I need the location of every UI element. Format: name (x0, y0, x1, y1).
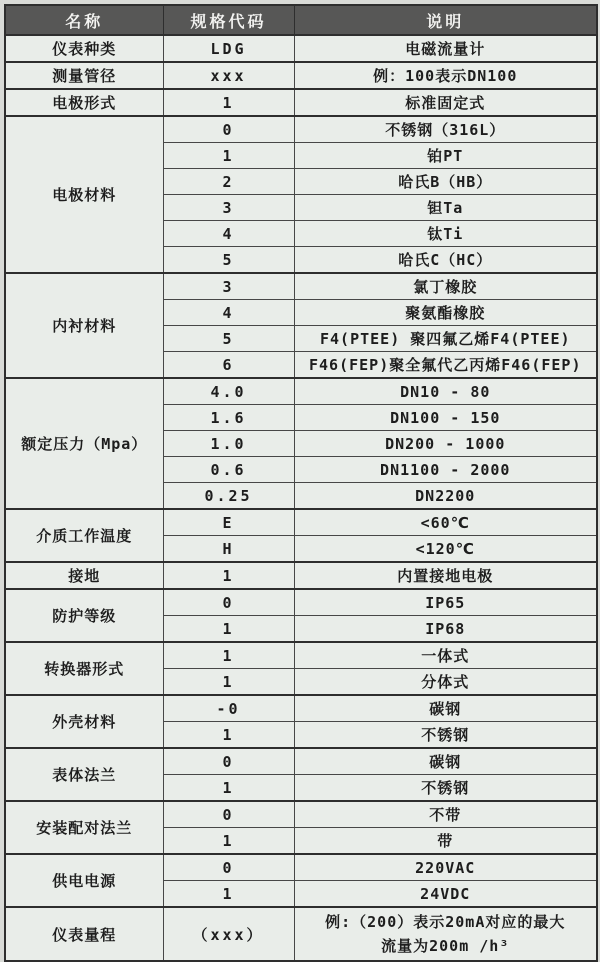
spec-name-cell: 表体法兰 (5, 748, 163, 801)
desc-cell: F46(FEP)聚全氟代乙丙烯F46(FEP) (294, 352, 597, 379)
spec-name-cell: 测量管径 (5, 62, 163, 89)
desc-cell: DN1100 - 2000 (294, 457, 597, 483)
spec-name-cell: 转换器形式 (5, 642, 163, 695)
desc-cell: DN200 - 1000 (294, 431, 597, 457)
table-row (5, 801, 597, 828)
code-cell: 0 (163, 589, 294, 616)
table-row (5, 273, 597, 300)
code-cell: 3 (163, 273, 294, 300)
table-row (5, 589, 597, 616)
desc-cell: DN100 - 150 (294, 405, 597, 431)
desc-cell: 聚氨酯橡胶 (294, 300, 597, 326)
code-cell: 1 (163, 775, 294, 802)
code-cell: 4.0 (163, 378, 294, 405)
column-header-description: 说明 (294, 5, 597, 35)
desc-cell (294, 907, 597, 961)
code-cell: （xxx） (163, 907, 294, 961)
desc-cell: 24VDC (294, 881, 597, 908)
spec-name-cell: 仪表量程 (5, 907, 163, 961)
code-cell: 1.0 (163, 431, 294, 457)
code-cell: 5 (163, 326, 294, 352)
code-cell: 1 (163, 616, 294, 643)
spec-name-cell: 接地 (5, 562, 163, 589)
table-row (5, 748, 597, 775)
spec-name-cell: 电极材料 (5, 116, 163, 273)
desc-cell: 钛Ti (294, 221, 597, 247)
code-cell: 2 (163, 169, 294, 195)
table-row (5, 562, 597, 589)
code-cell: 1 (163, 828, 294, 855)
code-cell: 1 (163, 881, 294, 908)
code-cell: 1 (163, 722, 294, 749)
table-row (5, 35, 597, 62)
desc-cell: 内置接地电极 (294, 562, 597, 589)
desc-cell: 哈氏C（HC） (294, 247, 597, 274)
spec-name-cell: 额定压力（Mpa） (5, 378, 163, 509)
table-row (5, 378, 597, 405)
code-cell: 0 (163, 801, 294, 828)
desc-cell: 钽Ta (294, 195, 597, 221)
code-cell: 0.25 (163, 483, 294, 510)
desc-cell: <120℃ (294, 536, 597, 563)
table-row (5, 89, 597, 116)
code-cell: 0 (163, 748, 294, 775)
code-cell: 3 (163, 195, 294, 221)
table-row (5, 642, 597, 669)
spec-name-cell: 供电电源 (5, 854, 163, 907)
desc-cell: 一体式 (294, 642, 597, 669)
column-header-code: 规格代码 (163, 5, 294, 35)
table-row (5, 116, 597, 143)
code-cell: 1 (163, 642, 294, 669)
code-cell: 4 (163, 300, 294, 326)
table-row (5, 509, 597, 536)
desc-line-2: 流量为200m /h³ (381, 937, 510, 955)
spec-name-cell: 仪表种类 (5, 35, 163, 62)
code-cell: 1 (163, 143, 294, 169)
code-cell: 0.6 (163, 457, 294, 483)
desc-cell: IP68 (294, 616, 597, 643)
desc-cell: DN10 - 80 (294, 378, 597, 405)
desc-cell: 不锈钢（316L） (294, 116, 597, 143)
code-cell: 4 (163, 221, 294, 247)
spec-name-cell: 外壳材料 (5, 695, 163, 748)
desc-cell: 不带 (294, 801, 597, 828)
spec-name-cell: 电极形式 (5, 89, 163, 116)
desc-cell: 铂PT (294, 143, 597, 169)
code-cell: xxx (163, 62, 294, 89)
spec-name-cell: 安装配对法兰 (5, 801, 163, 854)
desc-cell: 标准固定式 (294, 89, 597, 116)
table-row (5, 62, 597, 89)
code-cell: 0 (163, 116, 294, 143)
code-cell: 1.6 (163, 405, 294, 431)
desc-cell: <60℃ (294, 509, 597, 536)
code-cell: 1 (163, 562, 294, 589)
desc-cell: 220VAC (294, 854, 597, 881)
desc-line-1: 例:（200）表示20mA对应的最大 (325, 913, 566, 931)
desc-cell: IP65 (294, 589, 597, 616)
header-row (5, 5, 597, 35)
table-row (5, 907, 597, 961)
desc-cell: 哈氏B（HB） (294, 169, 597, 195)
desc-cell: 例：100表示DN100 (294, 62, 597, 89)
code-cell: 1 (163, 669, 294, 696)
desc-cell: 不锈钢 (294, 722, 597, 749)
desc-cell: 碳钢 (294, 695, 597, 722)
spec-name-cell: 内衬材料 (5, 273, 163, 378)
desc-cell: 碳钢 (294, 748, 597, 775)
desc-cell: DN2200 (294, 483, 597, 510)
desc-cell: 不锈钢 (294, 775, 597, 802)
code-cell: -0 (163, 695, 294, 722)
table-row (5, 854, 597, 881)
code-cell: 0 (163, 854, 294, 881)
desc-cell: 氯丁橡胶 (294, 273, 597, 300)
spec-name-cell: 介质工作温度 (5, 509, 163, 562)
code-cell: LDG (163, 35, 294, 62)
code-cell: 5 (163, 247, 294, 274)
code-cell: 1 (163, 89, 294, 116)
code-cell: H (163, 536, 294, 563)
spec-name-cell: 防护等级 (5, 589, 163, 642)
desc-cell: 带 (294, 828, 597, 855)
desc-cell: 分体式 (294, 669, 597, 696)
column-header-name: 名称 (5, 5, 163, 35)
code-cell: E (163, 509, 294, 536)
spec-table (4, 4, 598, 962)
code-cell: 6 (163, 352, 294, 379)
desc-cell: 电磁流量计 (294, 35, 597, 62)
desc-cell: F4(PTEE) 聚四氟乙烯F4(PTEE) (294, 326, 597, 352)
table-row (5, 695, 597, 722)
